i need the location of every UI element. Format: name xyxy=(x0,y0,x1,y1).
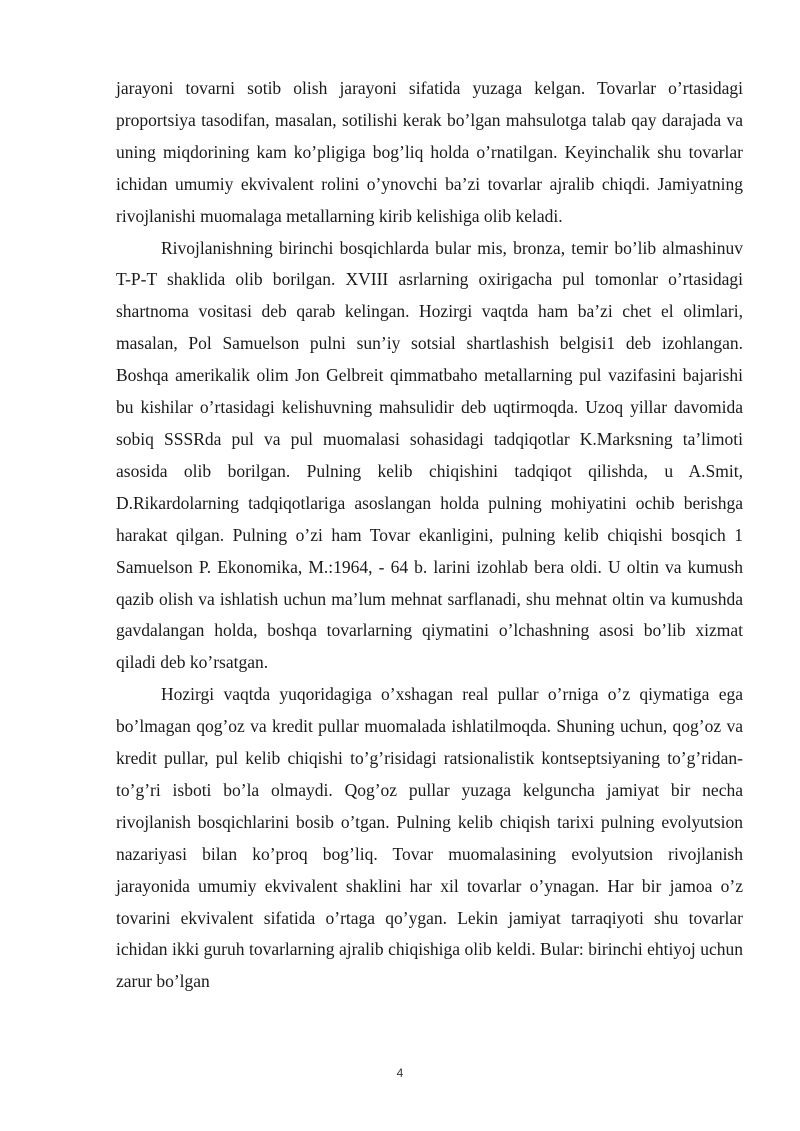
paragraph-1: jarayoni tovarni sotib olish jarayoni sifatida yuzaga kelgan. Tovarlar o’rtasidagi proportsiya tasodifan, masalan, sotilishi kerak bo’lgan mahsulotga talab qay darajada va uning miqdorining kam ko’pligiga bog’liq holda o’rnatilgan. Keyinchalik shu tovarlar ichidan umumiy ekvivalent rolini o’ynovchi ba’zi tovarlar ajralib chiqdi. Jamiyatning rivojlanishi muomalaga metallarning kirib kelishiga olib keladi. xyxy=(116,78,743,226)
paragraph-2: Rivojlanishning birinchi bosqichlarda bular mis, bronza, temir bo’lib almashinuv T-P-T shaklida olib borilgan. XVIII asrlarning oxirigacha pul tomonlar o’rtasidagi shartnoma vositasi deb qarab kelingan. Hozirgi vaqtda ham ba’zi chet el olimlari, masalan, Pol Samuelson pulni sun’iy sotsial shartlashish belgisi1 deb izohlangan. Boshqa amerikalik olim Jon Gelbreit qimmatbaho metallarning pul vazifasini bajarishi bu kishilar o’rtasidagi kelishuvning mahsulidir deb uqtirmoqda. Uzoq yillar davomida sobiq SSSRda pul va pul muomalasi sohasidagi tadqiqotlar K.Marksning ta’limoti asosida olib borilgan. Pulning kelib chiqishini tadqiqot qilishda, u A.Smit, D.Rikardolarning tadqiqotlariga asoslangan holda pulning mohiyatini ochib berishga harakat qilgan. Pulning o’zi ham Tovar ekanligini, pulning kelib chiqishi bosqich 1 Samuelson P. Ekonomika, M.:1964, - 64 b. larini izohlab bera oldi. U oltin va kumush qazib olish va ishlatish uchun ma’lum mehnat sarflanadi, shu mehnat oltin va kumushda gavdalangan holda, boshqa tovarlarning qiymatini o’lchashning asosi bo’lib xizmat qiladi deb ko’rsatgan. xyxy=(116,237,743,673)
document-body xyxy=(116,73,743,998)
paragraph-3: Hozirgi vaqtda yuqoridagiga o’xshagan real pullar o’rniga o’z qiymatiga ega bo’lmagan qog’oz va kredit pullar muomalada ishlatilmoqda. Shuning uchun, qog’oz va kredit pullar, pul kelib chiqishi to’g’risidagi ratsionalistik kontseptsiyaning to’g’ridan-to’g’ri isboti bo’la olmaydi. Qog’oz pullar yuzaga kelguncha jamiyat bir necha rivojlanish bosqichlarini bosib o’tgan. Pulning kelib chiqish tarixi pulning evolyutsion nazariyasi bilan ko’proq bog’liq. Tovar muomalasining evolyutsion rivojlanish jarayonida umumiy ekvivalent shaklini har xil tovarlar o’ynagan. Har bir jamoa o’z tovarini ekvivalent sifatida o’rtaga qo’ygan. Lekin jamiyat tarraqiyoti shu tovarlar ichidan ikki guruh tovarlarning ajralib chiqishiga olib keldi. Bular: birinchi ehtiyoj uchun zarur bo’lgan xyxy=(116,684,743,992)
page-number: 4 xyxy=(396,1066,404,1080)
